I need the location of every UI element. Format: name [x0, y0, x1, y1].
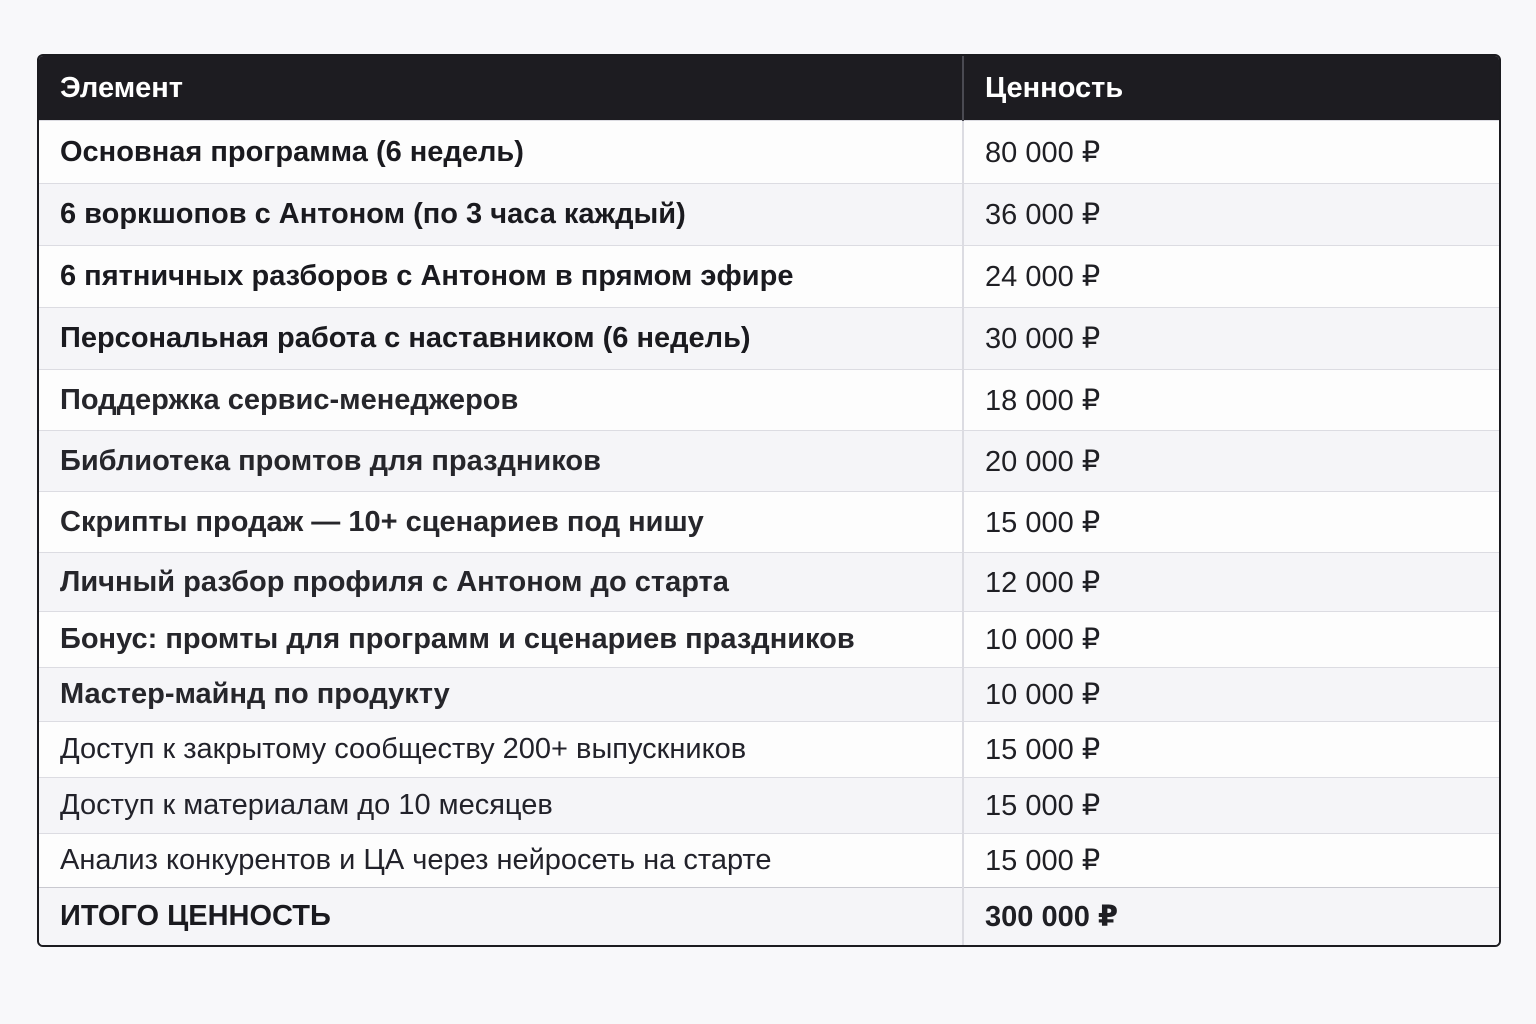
table-row — [39, 246, 1499, 308]
row-value: 15 000 ₽ — [963, 834, 1499, 888]
table-row — [39, 121, 1499, 184]
table-row — [39, 834, 1499, 888]
row-element: Доступ к закрытому сообществу 200+ выпускников — [39, 722, 963, 778]
row-value: 10 000 ₽ — [963, 668, 1499, 722]
row-value: 10 000 ₽ — [963, 612, 1499, 668]
table-row — [39, 370, 1499, 431]
table-row — [39, 308, 1499, 370]
table-row — [39, 492, 1499, 553]
table-row — [39, 778, 1499, 834]
value-table — [39, 56, 1499, 945]
table-body — [39, 121, 1499, 945]
row-value: 15 000 ₽ — [963, 778, 1499, 834]
row-element: Анализ конкурентов и ЦА через нейросеть на старте — [39, 834, 963, 888]
row-element: Личный разбор профиля с Антоном до старта — [39, 553, 963, 612]
total-row — [39, 888, 1499, 945]
row-element: Мастер-майнд по продукту — [39, 668, 963, 722]
row-value: 30 000 ₽ — [963, 308, 1499, 370]
row-value: 24 000 ₽ — [963, 246, 1499, 308]
value-table-container — [37, 54, 1501, 947]
table-row — [39, 722, 1499, 778]
row-element: Поддержка сервис-менеджеров — [39, 370, 963, 431]
row-value: 15 000 ₽ — [963, 722, 1499, 778]
table-header — [39, 56, 1499, 121]
row-element: Доступ к материалам до 10 месяцев — [39, 778, 963, 834]
row-element: 6 пятничных разборов с Антоном в прямом эфире — [39, 246, 963, 308]
row-value: 20 000 ₽ — [963, 431, 1499, 492]
table-row — [39, 184, 1499, 246]
table-row — [39, 612, 1499, 668]
row-element: Персональная работа с наставником (6 недель) — [39, 308, 963, 370]
table-row — [39, 668, 1499, 722]
row-element: 6 воркшопов с Антоном (по 3 часа каждый) — [39, 184, 963, 246]
header-row — [39, 56, 1499, 121]
row-value: 15 000 ₽ — [963, 492, 1499, 553]
table-row — [39, 431, 1499, 492]
row-element: Основная программа (6 недель) — [39, 121, 963, 184]
header-element: Элемент — [39, 56, 963, 121]
table-row — [39, 553, 1499, 612]
row-element: Библиотека промтов для праздников — [39, 431, 963, 492]
row-value: 12 000 ₽ — [963, 553, 1499, 612]
total-value: 300 000 ₽ — [963, 888, 1499, 945]
row-element: Бонус: промты для программ и сценариев праздников — [39, 612, 963, 668]
header-value: Ценность — [963, 56, 1499, 121]
row-value: 80 000 ₽ — [963, 121, 1499, 184]
total-label: ИТОГО ЦЕННОСТЬ — [39, 888, 963, 945]
row-value: 18 000 ₽ — [963, 370, 1499, 431]
row-value: 36 000 ₽ — [963, 184, 1499, 246]
row-element: Скрипты продаж — 10+ сценариев под нишу — [39, 492, 963, 553]
